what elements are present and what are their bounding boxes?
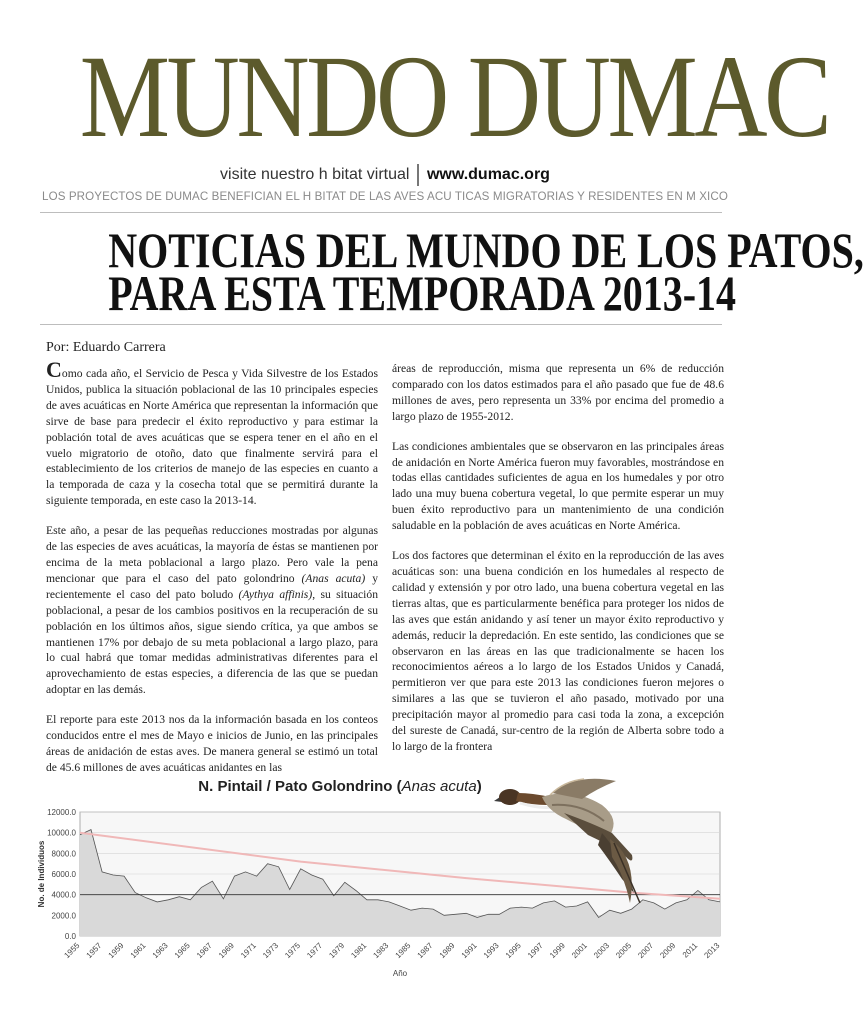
divider: [40, 324, 722, 325]
x-tick-label: 1961: [128, 941, 148, 960]
chart-title: N. Pintail / Pato Golondrino (Anas acuta): [198, 778, 482, 795]
paragraph-text: , su situación poblacional, a pesar de los cambios positivos en la recuperación de su población en los últimos años, sigue siendo crítica, ya que ambos se mantienen 17% por debajo de su meta poblacional a largo plazo, para lo cual habrá que tomar medidas administrativas diferentes para el aprovechamiento de estas especies, a diferencia de las que se puedan adoptar en las demás.: [46, 587, 378, 697]
masthead-title: MUNDO DUMAC: [79, 31, 829, 162]
x-tick-label: 1985: [393, 941, 413, 960]
chart-title-prefix: N. Pintail / Pato Golondrino: [198, 778, 393, 795]
x-tick-label: 2001: [570, 941, 590, 960]
paragraph: [46, 523, 378, 698]
y-tick-label: 12000.0: [47, 808, 76, 817]
x-tick-label: 1957: [84, 941, 104, 960]
x-tick-label: 1995: [503, 941, 523, 960]
x-tick-label: 1975: [283, 941, 303, 960]
y-tick-label: 4000.0: [51, 890, 76, 900]
paragraph: Las condiciones ambientales que se observaron en las principales áreas de anidación en Norte América fueron muy favorables, mostrándose en todas ellas cantidades suficientes de agua en los humedales y por otro lado una muy buena cobertura vegetal, lo que permite esperar un muy buen éxito reproductivo para un mantenimiento de una condición saludable en la población de aves acuáticas en Norte América.: [392, 439, 724, 533]
y-tick-label: 6000.0: [51, 870, 76, 879]
x-tick-label: 1979: [327, 941, 347, 960]
y-tick-label: 0.0: [64, 932, 76, 941]
x-tick-label: 1999: [547, 941, 567, 960]
pintail-duck-illustration: [492, 775, 642, 910]
paragraph-text: omo cada año, el Servicio de Pesca y Vida Silvestre de los Estados Unidos, publica la situación poblacional de las 10 principales especies de aves acuáticas en Norte América que representan la información que sirve de base para predecir el éxito reproductivo y para estimar la población total de aves acuáticas que se espera tener en el año en el vuelo migratorio de otoño, dato que finalmente servirá para el establecimiento de los criterios de manejo de las especies en cuanto a la temporada de caza y la cosecha total que se permitirá durante la siguiente temporada, en este caso la 2013-14.: [46, 367, 378, 508]
paragraph-text: Este año, a pesar de las pequeñas reducciones mostradas por algunas de las especies de aves acuáticas, la mayoría de éstas se mantienen por encima de la meta poblacional a largo plazo. Pero vale la pena mencionar que para el caso del pato golondrino: [46, 524, 378, 585]
x-tick-label: 2005: [614, 941, 634, 960]
projects-tagline: LOS PROYECTOS DE DUMAC BENEFICIAN EL H BITAT DE LAS AVES ACU TICAS MIGRATORIAS Y RESIDENTES EN M XICO: [42, 190, 728, 203]
y-axis-label: No. de Individuos: [37, 840, 46, 908]
x-tick-label: 1991: [459, 941, 479, 960]
paragraph: [46, 357, 378, 509]
x-tick-label: 1959: [106, 941, 126, 960]
website-link[interactable]: www.dumac.org: [426, 166, 550, 184]
separator: [417, 164, 419, 186]
drop-cap: C: [46, 357, 62, 382]
paragraph: El reporte para este 2013 nos da la información basada en los conteos conducidos entre el mes de Mayo e inicios de Junio, en las principales áreas de anidación de estas aves. De manera general se estimó un total de 45.6 millones de aves acuáticas anidantes en las: [46, 713, 378, 774]
x-tick-label: 1977: [305, 941, 325, 960]
x-tick-label: 1981: [349, 941, 369, 960]
x-axis-label: Año: [392, 969, 408, 978]
x-tick-label: 2009: [658, 941, 678, 960]
x-tick-label: 2007: [636, 941, 656, 960]
species-name: (Anas acuta): [301, 571, 366, 585]
chart-title-species: Anas acuta: [401, 778, 477, 795]
x-tick-label: 1969: [216, 941, 236, 960]
x-tick-label: 2003: [592, 941, 612, 960]
x-tick-label: 2013: [702, 941, 722, 960]
article-column-left: [46, 357, 378, 790]
x-tick-label: 1971: [239, 941, 258, 960]
byline: Por: Eduardo Carrera: [46, 340, 166, 355]
visit-line: [0, 164, 770, 186]
x-tick-label: 1983: [371, 941, 391, 960]
visit-text: visite nuestro h bitat virtual: [220, 166, 410, 184]
x-tick-label: 1989: [437, 941, 457, 960]
x-tick-label: 1967: [194, 941, 214, 960]
x-tick-label: 1987: [415, 941, 435, 960]
headline-line-2: PARA ESTA TEMPORADA 2013-14: [108, 265, 737, 321]
x-tick-label: 1963: [150, 941, 170, 960]
y-tick-label: 8000.0: [51, 849, 76, 859]
x-tick-label: 1955: [62, 941, 82, 960]
x-tick-label: 1993: [481, 941, 501, 960]
paragraph: áreas de reproducción, misma que representa un 6% de reducción comparado con los datos estimados para el año pasado que fue de 48.6 millones de aves, pero representa un 33% por encima del promedio a largo plazo de 1955-2012.: [392, 362, 724, 423]
y-tick-label: 10000.0: [47, 828, 76, 838]
x-tick-label: 2011: [680, 941, 700, 960]
divider: [40, 212, 722, 213]
paragraph: Los dos factores que determinan el éxito en la reproducción de las aves acuáticas son: una buena condición en los humedales al respecto de calidad y extensión y por otro lado, una buena cobertura vegetal en las tierras altas, que es particularmente benéfica para proteger los nidos de las aves que están anidando y así tener un mayor éxito reproductivo y además, reducir la depredación. En este sentido, las condiciones que se observaron en las áreas en las que tradicionalmente se hacen los reconocimientos aéreos a lo largo de los Estados Unidos y Canadá, permitieron ver que para este 2013 las condiciones fueron mejores o similares a las que se tuvieron el año pasado, motivado por una precipitación mayor al promedio para casi toda la zona, a excepción del sureste de Canadá, sur-centro de la región de Alberta sobre todo a lo largo de la frontera: [392, 549, 724, 753]
article-column-right: [392, 361, 724, 769]
paragraph-text: y recientemente el caso del pato boludo: [46, 571, 378, 601]
y-tick-label: 2000.0: [51, 911, 76, 921]
x-tick-label: 1965: [172, 941, 192, 960]
species-name: (Aythya affinis): [238, 587, 313, 601]
x-tick-label: 1997: [525, 941, 545, 960]
headline-line-1: NOTICIAS DEL MUNDO DE LOS PATOS,: [108, 222, 864, 278]
x-tick-label: 1973: [261, 941, 281, 960]
